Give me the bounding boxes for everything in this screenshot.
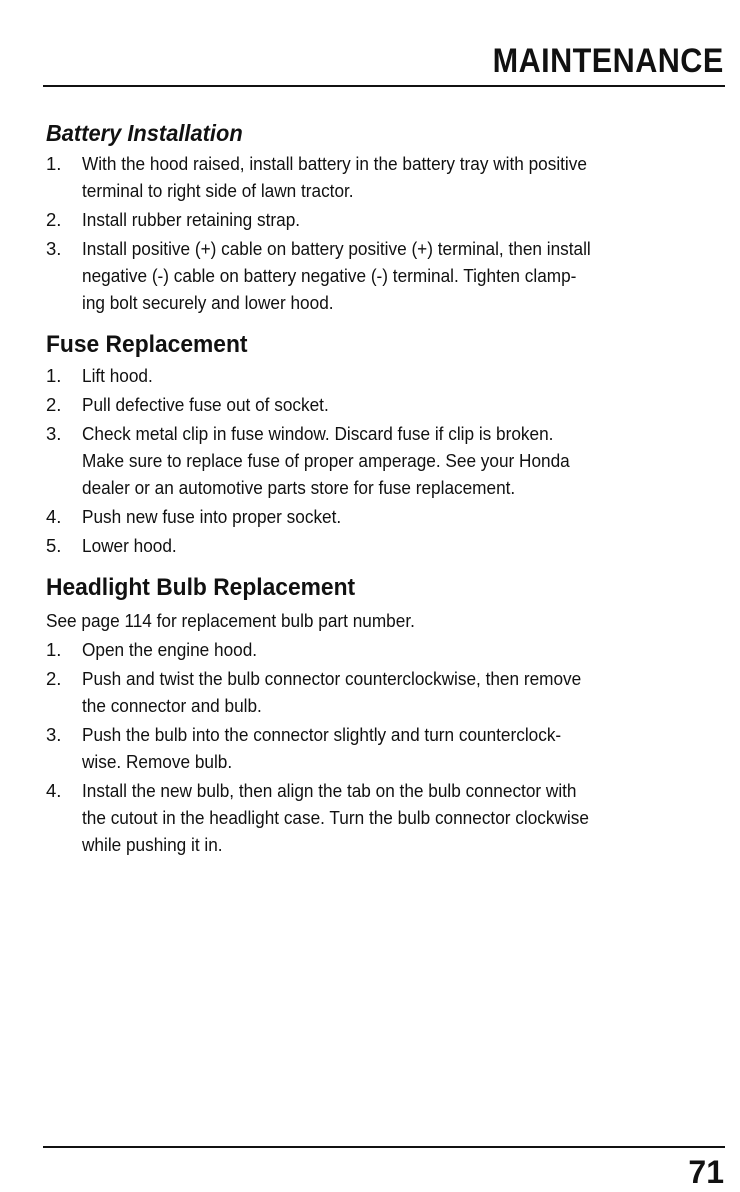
list-item-number: 1. — [46, 639, 62, 660]
list-item-text-line: the cutout in the headlight case. Turn the bulb connector clockwise — [82, 807, 589, 828]
list-item-number: 2. — [46, 668, 62, 689]
list-item — [46, 206, 736, 233]
list-item — [46, 721, 736, 775]
list-item-number: 3. — [46, 238, 62, 259]
list-item-text-line: terminal to right side of lawn tractor. — [82, 180, 354, 201]
list-item-text-line: Lift hood. — [82, 365, 153, 386]
section-intro: See page 114 for replacement bulb part number. — [46, 610, 415, 631]
list-item-text-line: dealer or an automotive parts store for fuse replacement. — [82, 477, 516, 498]
section — [46, 573, 736, 858]
list-item — [46, 665, 736, 719]
list-item-text-line: Install positive (+) cable on battery positive (+) terminal, then install — [82, 238, 591, 259]
footer-rule — [43, 1146, 725, 1148]
list-item-text-line: wise. Remove bulb. — [82, 751, 233, 772]
list-item — [46, 235, 736, 316]
list-item-text-line: With the hood raised, install battery in the battery tray with positive — [82, 153, 587, 174]
list-item-number: 1. — [46, 153, 62, 174]
list-item — [46, 532, 736, 559]
list-item-text-line: ing bolt securely and lower hood. — [82, 292, 334, 313]
list-item-number: 1. — [46, 365, 62, 386]
section — [46, 118, 736, 316]
list-item — [46, 391, 736, 418]
list-item-text-line: Make sure to replace fuse of proper amperage. See your Honda — [82, 450, 570, 471]
list-item-text-line: Check metal clip in fuse window. Discard fuse if clip is broken. — [82, 423, 554, 444]
list-item-text-line: Lower hood. — [82, 535, 177, 556]
list-item-text-line: Install rubber retaining strap. — [82, 209, 301, 230]
list-item-text-line: while pushing it in. — [82, 834, 223, 855]
list-item — [46, 150, 736, 204]
list-item — [46, 362, 736, 389]
list-item-number: 3. — [46, 724, 62, 745]
page-content — [46, 118, 736, 872]
list-item — [46, 420, 736, 501]
list-item-text-line: Pull defective fuse out of socket. — [82, 394, 329, 415]
page-header-title: MAINTENANCE — [492, 42, 724, 80]
list-item-number: 3. — [46, 423, 62, 444]
header-rule — [43, 85, 725, 87]
list-item-number: 2. — [46, 394, 62, 415]
list-item-text-line: Push and twist the bulb connector counterclockwise, then remove — [82, 668, 582, 689]
list-item-text-line: the connector and bulb. — [82, 695, 262, 716]
list-item-number: 4. — [46, 780, 62, 801]
list-item-text-line: Install the new bulb, then align the tab on the bulb connector with — [82, 780, 577, 801]
section-heading: Headlight Bulb Replacement — [46, 574, 356, 601]
list-item-text-line: Push the bulb into the connector slightly and turn counterclock- — [82, 724, 562, 745]
list-item-text-line: Open the engine hood. — [82, 639, 258, 660]
section — [46, 330, 736, 559]
list-item-text-line: negative (-) cable on battery negative (-) terminal. Tighten clamp- — [82, 265, 577, 286]
list-item — [46, 777, 736, 858]
section-heading: Battery Installation — [46, 120, 243, 146]
section-heading: Fuse Replacement — [46, 331, 248, 358]
list-item-number: 5. — [46, 535, 62, 556]
list-item-text-line: Push new fuse into proper socket. — [82, 506, 342, 527]
list-item-number: 4. — [46, 506, 62, 527]
list-item-number: 2. — [46, 209, 62, 230]
list-item — [46, 636, 736, 663]
page-number: 71 — [688, 1154, 724, 1190]
list-item — [46, 503, 736, 530]
